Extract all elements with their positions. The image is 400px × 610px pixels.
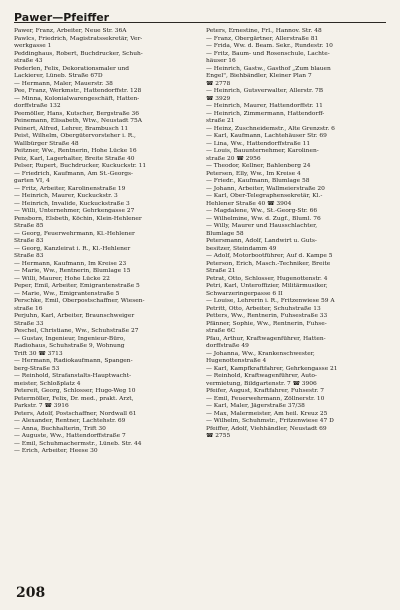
directory-entry: — Gustav, Ingenieur, Ingenieur-Büro, xyxy=(14,335,126,342)
directory-entry: — Theodor, Kellner, Bahlenberg 24 xyxy=(206,163,311,169)
directory-entry: — Hermann, Maler, Mauerstr. 38 xyxy=(14,80,113,87)
directory-entry: Hugenottenstraße 4 xyxy=(206,358,267,364)
directory-entry: — Reinhold, Kraftwagenführer, Auto- xyxy=(206,373,317,379)
directory-entry: straße 21 xyxy=(206,118,235,124)
directory-entry: ☎ 3929 xyxy=(206,95,231,102)
directory-entry: — Emil, Feuerwehrmann, Zöllnerstr. 10 xyxy=(206,395,325,402)
directory-entry: Blumlage 58 xyxy=(206,230,244,237)
directory-entry: — Frida, Ww. d. Beam. Sekr., Rundestr. 10 xyxy=(206,43,333,49)
directory-entry: — Marie, Ww., Emigrantenstraße 5 xyxy=(14,290,120,297)
directory-entry: straße 6C xyxy=(206,328,236,334)
directory-entry: Pederlen, Felix, Dekorationsmaler und xyxy=(14,65,130,72)
directory-entry: Pfänner, Sophie, Ww., Rentnerin, Fuhse- xyxy=(206,320,327,327)
directory-entry: straße 16 xyxy=(14,305,43,312)
directory-entry: Straße 83 xyxy=(14,253,44,259)
directory-entry: Straße 85 xyxy=(14,223,44,229)
directory-entry: — Hermann, Kaufmann, Im Kreise 23 xyxy=(14,260,127,267)
directory-entry: Trift 30 ☎ 3713 xyxy=(14,350,63,357)
directory-entry: Pelser, Rupert, Buchdrucker, Kuckuckstr. 11 xyxy=(14,163,147,169)
directory-entry: meister, Schloßplatz 4 xyxy=(14,380,81,387)
directory-entry: — Georg, Feuerwehrmann, Kl.-Hehlener xyxy=(14,230,135,237)
directory-entry: Peper, Emil, Arbeiter, Emigrantenstraße 5 xyxy=(14,283,140,289)
directory-entry: vermietung, Bildgartenstr. 7 ☎ 3906 xyxy=(206,380,317,387)
directory-entry: Petri, Karl, Unteroffizier, Militärmusiker, xyxy=(206,283,328,289)
page-header xyxy=(14,6,386,23)
directory-entry: — Karl, Kaufmann, Lachtehäuser Str. 69 xyxy=(206,133,327,139)
directory-entry: straße 20 ☎ 2956 xyxy=(206,155,261,162)
directory-entry: — Erich, Arbeiter, Heese 30 xyxy=(14,448,98,454)
directory-entry: — Wilhelmine, Ww. d. Zugf., Bluml. 76 xyxy=(206,215,321,222)
directory-entry: — Magdalene, Ww., St.-Georg-Str. 66 xyxy=(206,208,318,214)
directory-entry: — Heinrich, Maurer, Hattendorffstr. 11 xyxy=(206,103,323,109)
directory-entry: Peters, Ernestine, Frl., Hannov. Str. 48 xyxy=(206,28,322,34)
directory-entry: Schwarzeringerpasse 6 II xyxy=(206,290,283,297)
directory-entry: — Johann, Arbeiter, Wallmeierstraße 20 xyxy=(206,185,325,192)
directory-entry: — Louis, Bauunternehmer, Karolinen- xyxy=(206,148,319,154)
directory-entry: Pfeiffer, Adolf, Viehhändler, Neustadt 69 xyxy=(206,425,327,432)
directory-entry: besitzer, Steindamm 49 xyxy=(206,245,277,252)
directory-entry: Pawer, Franz, Arbeiter, Neue Str. 36A xyxy=(14,28,127,34)
directory-entry: Perjuhn, Karl, Arbeiter, Braunschweiger xyxy=(14,313,135,319)
directory-entry: — Adolf, Motorbootführer, Auf d. Kampe 5 xyxy=(206,253,333,259)
directory-entry: — Willy, Maurer und Hausschlachter, xyxy=(206,223,318,229)
directory-entry: — Friedrich, Kaufmann, Am St.-Georgs- xyxy=(14,170,133,177)
directory-entry: Perschke, Emil, Oberpostschaffner, Wiesen- xyxy=(14,298,145,304)
directory-entry: Straße 33 xyxy=(14,320,44,327)
directory-entry: Pawlcs, Friedrich, Magistratssekretär, Ver- xyxy=(14,35,143,42)
directory-entry: — Johanna, Ww., Krankenschwester, xyxy=(206,350,315,357)
directory-entry: — Reinhold, Strafanstalts-Hauptwacht- xyxy=(14,373,132,379)
directory-entry: — Karl, Ober-Telegraphensekretär, Kl.- xyxy=(206,193,323,199)
directory-entry: — Heinz, Zuschneidemstr., Alte Grenzstr. 6 xyxy=(206,125,335,132)
directory-entry: — Max, Malermeister, Am heil. Kreuz 25 xyxy=(206,410,328,417)
directory-entry: straße 43 xyxy=(14,58,43,64)
directory-entry: Parkstr. 7 ☎ 3916 xyxy=(14,403,69,409)
directory-entry: Peddinghaus, Robert, Buchdrucker, Schuh- xyxy=(14,50,143,57)
directory-entry: — Alexander, Rentner, Lachtehstr. 69 xyxy=(14,418,126,424)
directory-entry: Straße 83 xyxy=(14,238,44,244)
directory-entry: — Georg, Kanzleirat i. R., Kl.-Hehlener xyxy=(14,245,131,252)
directory-entry: Pee, Franz, Werkmstr., Hattendorffstr. 128 xyxy=(14,88,142,94)
directory-entry: ☎ 2778 xyxy=(206,80,231,87)
directory-entry: häuser 16 xyxy=(206,58,236,64)
directory-entry: — Heinrich, Zimmermann, Hattendorff- xyxy=(206,110,325,117)
directory-entry: — Friedr., Kaufmann, Blumlage 58 xyxy=(206,178,310,184)
directory-entry: — Heinrich, Gutsverwalter, Allerstr. 7B xyxy=(206,88,324,94)
directory-entry: — Willi, Unternehmer, Gehrkengasse 27 xyxy=(14,208,135,214)
directory-entry: Petersmann, Adolf, Landwirt u. Guts- xyxy=(206,238,317,244)
directory-entry: Peschel, Christiane, Ww., Schuhstraße 27 xyxy=(14,328,139,334)
directory-entry: ☎ 2755 xyxy=(206,433,231,439)
directory-entry: — Hermann, Radiokaufmann, Spangen- xyxy=(14,358,133,364)
directory-entry: Pfau, Arthur, Kraftwagenführer, Hatten- xyxy=(206,335,326,342)
directory-entry: — Karl, Kampfkraftfahrer, Gehrkengasse 21 xyxy=(206,365,338,372)
directory-entry: Petritt, Otto, Arbeiter, Schuhstraße 13 xyxy=(206,305,321,312)
directory-entry: berg-Straße 53 xyxy=(14,365,60,372)
directory-entry: dorffstraße 49 xyxy=(206,343,249,349)
directory-entry: Hehlener Straße 40 ☎ 3904 xyxy=(206,200,292,207)
directory-entry: Peist, Wilhelm, Obergütervorsteher i. R., xyxy=(14,133,136,139)
directory-entry: Petersen, Elly, Ww., Im Kreise 4 xyxy=(206,170,301,177)
directory-entry: — Franz, Obergärtner, Allerstraße 81 xyxy=(206,35,319,42)
directory-entry: — Karl, Maler, Jägerstraße 37/38 xyxy=(206,403,305,409)
directory-entry: — Louise, Lehrerin i. R., Fritzenwiese 59 A xyxy=(206,298,335,304)
directory-entry: Peterson, Erich, Masch.-Techniker, Breite xyxy=(206,260,331,267)
left-column xyxy=(14,28,202,456)
directory-entry: Peters, Adolf, Postschaffner, Nordwall 61 xyxy=(14,410,137,417)
directory-entry: — Fritz, Baum- und Rosenschule, Lachte- xyxy=(206,50,330,57)
directory-entry: Peemöller, Hans, Kutscher, Bergstraße 36 xyxy=(14,110,140,117)
directory-entry: Petrat, Otto, Schlosser, Hugenottenstr. 4 xyxy=(206,275,328,282)
page-number: 208 xyxy=(16,585,46,601)
directory-entry: werkgasse 1 xyxy=(14,43,52,49)
directory-entry: Peitzner, Ww., Rentnerin, Hohe Lücke 16 xyxy=(14,148,137,154)
directory-entry: — Willi, Maurer, Hohe Lücke 22 xyxy=(14,275,110,282)
directory-entry: Petermöller, Felix, Dr. med., prakt. Arzt, xyxy=(14,395,134,402)
directory-entry: Engel", Biehbändler, Kleiner Plan 7 xyxy=(206,73,312,79)
directory-entry: — Fritz, Arbeiter, Karolinenstraße 19 xyxy=(14,185,126,192)
header-title: Pawer—Pfeiffer xyxy=(14,11,110,24)
directory-entry: Lackierer, Lüneb. Straße 67D xyxy=(14,73,103,79)
directory-entry: — Minna, Kolonialwarengeschäft, Hatten- xyxy=(14,95,140,102)
directory-entry: Petters, Ww., Rentnerin, Fuhsestraße 33 xyxy=(206,313,328,319)
directory-entry: — Heinrich, Maurer, Kuckuckstr. 3 xyxy=(14,193,118,199)
directory-entry: garten VI, 4 xyxy=(14,178,50,184)
directory-entry: — Auguste, Ww., Hattendorffstraße 7 xyxy=(14,433,126,439)
directory-entry: Wallbürger Straße 48 xyxy=(14,140,79,147)
directory-entry: Petereit, Georg, Schlosser, Hugo-Weg 10 xyxy=(14,388,136,394)
directory-entry: — Emil, Schuhmachermstr., Lüneb. Str. 44 xyxy=(14,440,142,447)
directory-entry: Straße 21 xyxy=(206,268,236,274)
directory-entry: Peinert, Alfred, Lehrer, Brambusch 11 xyxy=(14,125,129,132)
directory-entry: Peiz, Karl, Lagerhalter, Breite Straße 40 xyxy=(14,155,135,162)
directory-entry: — Wilhelm, Schuhmstr., Fritzenwiese 47 D xyxy=(206,418,334,424)
directory-entry: dorffstraße 132 xyxy=(14,103,61,109)
directory-entry: — Heinrich, Gastw., Gasthof „Zum blauen xyxy=(206,65,331,72)
directory-entry: — Lina, Ww., Hattendorffstraße 11 xyxy=(206,140,311,147)
directory-entry: Pensborn, Elsbeth, Köchin, Klein-Hehlener xyxy=(14,215,142,222)
directory-entry: Peinemann, Elisabeth, Wtw., Neustadt 75A xyxy=(14,118,143,124)
directory-entry: — Heinrich, Invalide, Kuckuckstraße 3 xyxy=(14,200,130,207)
directory-entry: Pfeifer, August, Kraftfahrer, Fuhsestr. 7 xyxy=(206,388,325,394)
directory-entry: — Anna, Buchhalterin, Trift 30 xyxy=(14,425,106,432)
right-column xyxy=(206,28,388,441)
directory-entry: — Marie, Ww., Rentnerin, Blumlage 15 xyxy=(14,268,131,274)
directory-entry: Radiohaus, Schuhstraße 9, Wohnung xyxy=(14,343,125,349)
